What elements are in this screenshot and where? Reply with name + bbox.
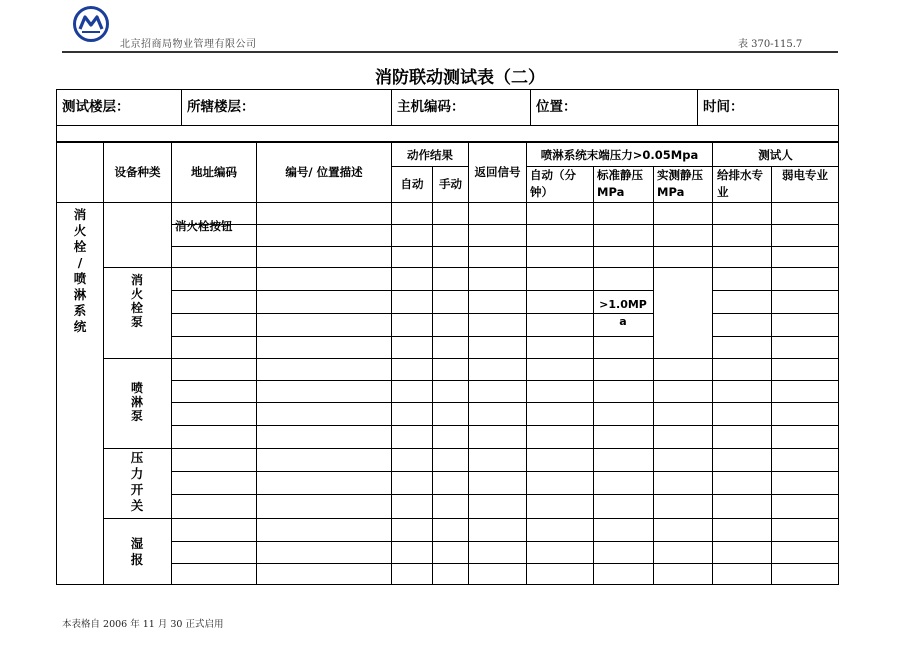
standard-static-value: >1.0MPa [599,298,647,328]
col-return-signal: 返回信号 [474,165,521,179]
group-wet-alarm: 湿 报 [130,536,144,567]
row-line [171,224,838,225]
col-line [432,166,433,584]
group-hydrant-pump: 消 火 栓 泵 [130,273,143,329]
group-hydrant-button: 消火栓按钮 [175,219,233,233]
action-result-split [391,166,468,167]
col-manual: 手动 [439,177,462,191]
col-line [653,166,654,584]
group-line [103,518,838,519]
row-line [712,313,838,314]
group-line [103,358,838,359]
col-auto-minutes: 自动（分钟） [530,168,576,199]
managed-floor-label: 所辖楼层： [182,90,392,125]
time-label: 时间： [703,99,744,115]
host-code-label: 主机编码： [392,90,531,125]
col-auto: 自动 [400,177,424,191]
group-sprinkler-pump: 喷 淋 泵 [130,381,143,423]
row-line [171,290,653,291]
test-grid [56,142,839,585]
row-line [712,290,838,291]
col-line [593,166,594,584]
row-line [712,336,838,337]
form-number: 表 370-115.7 [738,39,803,50]
col-weak-current: 弱电专业 [782,168,828,182]
company-logo-icon [72,5,110,43]
col-action-result: 动作结果 [407,148,453,162]
col-measured-static: 实测静压 MPa [657,168,703,199]
col-device-type: 设备种类 [114,165,161,179]
company-name: 北京招商局物业管理有限公司 [120,39,257,50]
col-sprinkler-pressure: 喷淋系统末端压力>0.05Mpa [540,148,699,162]
col-plumbing: 给排水专业 [717,168,763,199]
row-line [171,563,838,564]
group-line [103,448,838,449]
group-line [103,267,838,268]
row-line [171,541,838,542]
col-address-code: 地址编码 [191,165,237,179]
system-label: 消 火 栓 / 喷 淋 系 统 [73,207,87,334]
row-line [171,380,838,381]
row-line [171,336,653,337]
row-line [171,494,838,495]
test-floor-label: 测试楼层： [57,90,182,125]
location-label: 位置： [531,90,698,125]
info-header-table [56,89,839,142]
row-line [171,471,838,472]
footer-note: 本表格自 2006 年 11 月 30 正式启用 [62,619,224,630]
header-bottom-line [57,202,838,203]
row-line [171,246,838,247]
col-line [771,166,772,584]
page-title: 消防联动测试表（二） [375,68,545,88]
col-standard-static: 标准静压 MPa [597,168,643,199]
row-line [171,402,838,403]
col-tester: 测试人 [758,148,793,162]
row-line [171,425,838,426]
group-pressure-switch: 压 力 开 关 [130,450,144,513]
header-divider [62,51,838,53]
row-line [171,313,653,314]
col-number-location: 编号/ 位置描述 [285,165,363,179]
